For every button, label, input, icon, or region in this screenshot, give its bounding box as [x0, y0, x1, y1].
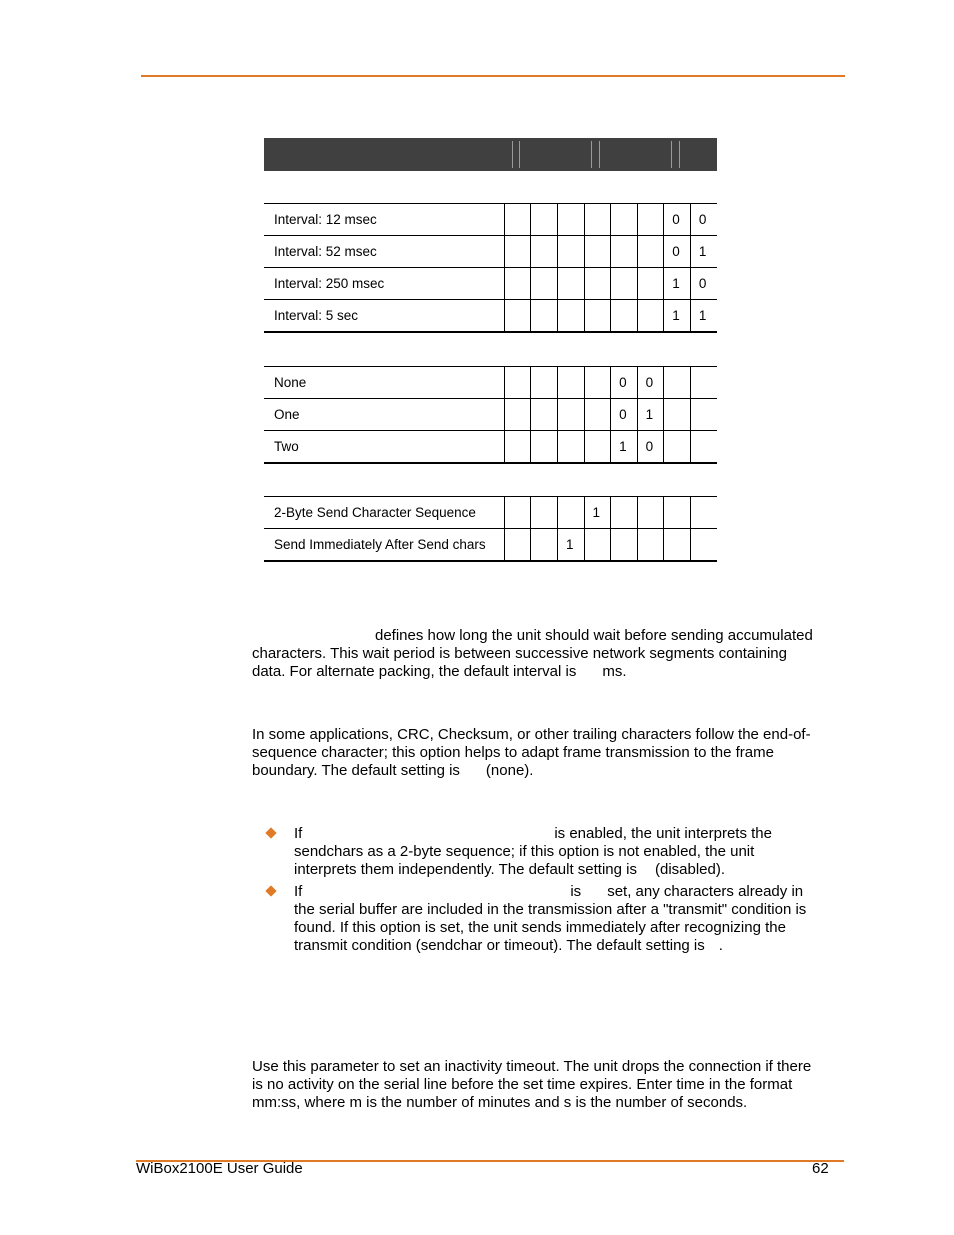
table-row — [264, 399, 717, 431]
bit-cell — [504, 399, 531, 431]
bit-cell: 0 — [664, 204, 691, 236]
trailing-characters-table — [264, 366, 717, 464]
bit-cell — [584, 399, 611, 431]
bit-cell — [637, 236, 664, 268]
row-label: Two — [264, 431, 504, 464]
bit-cell — [531, 236, 558, 268]
bit-cell — [557, 300, 584, 333]
bit-cell — [504, 204, 531, 236]
bullet-diamond-icon — [265, 827, 276, 838]
bit-cell — [531, 497, 558, 529]
bit-cell — [557, 497, 584, 529]
table-row — [264, 497, 717, 529]
row-label: Interval: 5 sec — [264, 300, 504, 333]
bit-cell — [637, 529, 664, 562]
row-label: Interval: 12 msec — [264, 204, 504, 236]
row-label: Interval: 52 msec — [264, 236, 504, 268]
page-number: 62 — [812, 1160, 829, 1177]
send-char-sequence-bullet: If is enabled, the unit interprets the sendchars as a 2-byte sequence; if this option is not enabled, the unit interprets them independently. The default setting is (disabled). — [294, 825, 772, 878]
bit-cell — [531, 300, 558, 333]
bit-cell — [611, 497, 638, 529]
bit-cell: 1 — [584, 497, 611, 529]
packing-interval-table — [264, 203, 717, 333]
row-label: One — [264, 399, 504, 431]
bit-cell — [690, 529, 717, 562]
bit-cell — [664, 431, 691, 464]
bit-cell — [557, 367, 584, 399]
bit-cell — [504, 431, 531, 464]
bit-cell — [584, 268, 611, 300]
bit-cell: 1 — [557, 529, 584, 562]
bit-cell — [637, 204, 664, 236]
bit-cell — [690, 399, 717, 431]
table-header-bar — [264, 138, 717, 171]
row-label: Send Immediately After Send chars — [264, 529, 504, 562]
send-characters-table — [264, 496, 717, 562]
bit-cell — [637, 268, 664, 300]
table-row — [264, 204, 717, 236]
bit-cell: 1 — [611, 431, 638, 464]
table-row — [264, 236, 717, 268]
row-label: None — [264, 367, 504, 399]
bit-cell: 1 — [690, 300, 717, 333]
bit-cell: 0 — [637, 431, 664, 464]
bit-cell — [504, 529, 531, 562]
bit-cell — [557, 236, 584, 268]
bit-cell — [504, 300, 531, 333]
bit-cell — [637, 497, 664, 529]
row-label: Interval: 250 msec — [264, 268, 504, 300]
table-row — [264, 367, 717, 399]
table-row — [264, 300, 717, 333]
row-label: 2-Byte Send Character Sequence — [264, 497, 504, 529]
table-row — [264, 268, 717, 300]
bit-cell: 1 — [664, 268, 691, 300]
bit-cell — [664, 529, 691, 562]
bit-cell — [611, 529, 638, 562]
top-rule — [141, 75, 845, 77]
bit-cell: 0 — [611, 399, 638, 431]
bit-cell — [664, 367, 691, 399]
bit-cell — [504, 367, 531, 399]
bit-cell: 0 — [690, 204, 717, 236]
bit-cell — [690, 367, 717, 399]
bit-cell — [504, 236, 531, 268]
bit-cell — [504, 497, 531, 529]
bit-cell: 0 — [690, 268, 717, 300]
bit-cell — [584, 300, 611, 333]
send-immediately-bullet: If is set, any characters already in the serial buffer are included in the transmission after a "transmit" condition is found. If this option is set, the unit sends immediately after recognizing the transmit condition (sendchar or timeout). The default setting is . — [294, 883, 807, 954]
bit-cell — [531, 431, 558, 464]
bit-cell: 0 — [664, 236, 691, 268]
bit-cell — [557, 268, 584, 300]
bit-cell — [557, 431, 584, 464]
bit-cell — [504, 268, 531, 300]
bit-cell — [531, 399, 558, 431]
footer-title: WiBox2100E User Guide — [136, 1160, 303, 1177]
bit-cell — [637, 300, 664, 333]
bit-cell — [557, 399, 584, 431]
bit-cell — [584, 431, 611, 464]
bit-cell — [611, 268, 638, 300]
bit-cell: 1 — [664, 300, 691, 333]
trailing-characters-paragraph: In some applications, CRC, Checksum, or other trailing characters follow the end-of- sequence character; this option helps to adapt frame transmission to the frame boundary. The default setting is (none). — [252, 726, 811, 779]
bit-cell — [611, 204, 638, 236]
bit-cell — [531, 529, 558, 562]
bit-cell — [531, 268, 558, 300]
bit-cell: 1 — [690, 236, 717, 268]
table-row — [264, 529, 717, 562]
bullet-diamond-icon — [265, 885, 276, 896]
bit-cell — [584, 204, 611, 236]
table-row — [264, 431, 717, 464]
bit-cell — [584, 367, 611, 399]
bit-cell: 0 — [611, 367, 638, 399]
packing-interval-paragraph: defines how long the unit should wait before sending accumulated characters. This wait period is between successive network segments containing data. For alternate packing, the default interval is ms. — [252, 627, 813, 680]
bit-cell — [557, 204, 584, 236]
inactivity-timeout-paragraph: Use this parameter to set an inactivity timeout. The unit drops the connection if there is no activity on the serial line before the set time expires. Enter time in the format mm:ss, where m is the number of minutes and s is the number of seconds. — [252, 1058, 812, 1111]
bit-cell: 1 — [637, 399, 664, 431]
bit-cell — [611, 300, 638, 333]
bit-cell — [531, 204, 558, 236]
bit-cell — [690, 431, 717, 464]
bit-cell — [664, 399, 691, 431]
bit-cell — [664, 497, 691, 529]
bit-cell — [584, 236, 611, 268]
bit-cell — [690, 497, 717, 529]
bit-cell — [531, 367, 558, 399]
bit-cell — [584, 529, 611, 562]
bit-cell — [611, 236, 638, 268]
bit-cell: 0 — [637, 367, 664, 399]
